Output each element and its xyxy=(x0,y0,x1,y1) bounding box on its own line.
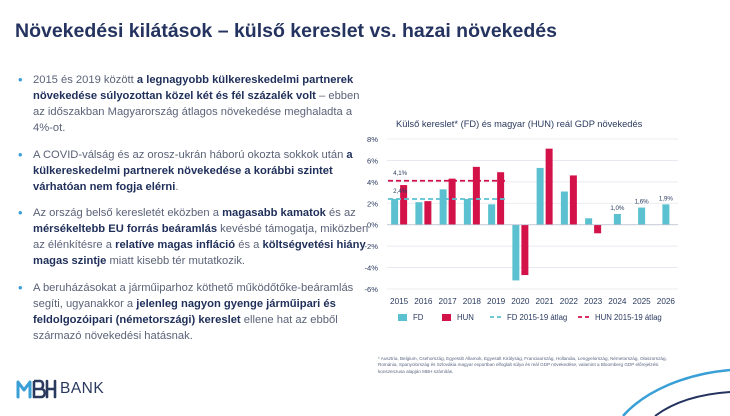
y-tick-label: 4% xyxy=(367,177,378,187)
y-tick-label: 0% xyxy=(367,220,378,230)
bullet-emphasis: jelenleg nagyon gyenge járműipari és feldolgozóipari (németországi) kereslet xyxy=(33,297,336,326)
average-label-hun: 4,1% xyxy=(393,169,408,177)
legend-hun-avg-label: HUN 2015-19 átlag xyxy=(595,313,662,322)
mbh-logo-mark-icon xyxy=(16,377,58,401)
bullet-emphasis: a legnagyobb külkereskedelmi partnerek növekedése súlyozottan közel két és fél százalék volt xyxy=(33,74,354,102)
bullet-text xyxy=(33,149,353,193)
bar-fd xyxy=(614,214,621,225)
logo-bank-text: BANK xyxy=(60,380,105,397)
bullet-segment: miatt kisebb tér mutatkozik. xyxy=(106,255,246,267)
bar-hun xyxy=(473,167,480,225)
x-tick-label: 2023 xyxy=(584,297,603,306)
bullet-text xyxy=(33,207,368,267)
bullet-dot-icon: • xyxy=(18,146,23,162)
bar-fd xyxy=(585,218,592,224)
x-tick-label: 2015 xyxy=(390,297,409,306)
y-tick-label: 8% xyxy=(367,135,378,144)
bullet-emphasis: relatíve magas infláció xyxy=(115,239,236,251)
y-tick-label: -4% xyxy=(364,263,378,273)
bullet-segment: és a xyxy=(235,239,263,251)
x-tick-label: 2025 xyxy=(632,297,651,306)
bullet-segment: ellene hat az ebből származó növekedési hatásnak. xyxy=(33,313,338,342)
bullet-text xyxy=(33,74,359,134)
legend-hun-swatch xyxy=(442,314,451,321)
bullet-item xyxy=(18,205,370,269)
bullet-segment: Az ország belső keresletét eközben a xyxy=(33,207,223,219)
data-label: 1,9% xyxy=(658,195,673,203)
bar-hun xyxy=(424,201,431,225)
x-tick-label: 2021 xyxy=(535,297,554,306)
chart-footnote: * Ausztria, Belgium, Csehország, Egyesült Államok, Egyesült Királyság, Franciaország, Hollandia, Lengyelország, Németország, Olaszország, Románia, Spanyolország és Szlovákia magyar exportban elfoglalt súlya és reál GDP növekedése, valamint a Bloomberg GDP előrejelzési konszenzusa alapján MBH számítás. xyxy=(378,356,667,374)
y-tick-label: -6% xyxy=(364,285,378,294)
bullet-emphasis: mérsékeltebb EU forrás beáramlás xyxy=(33,223,218,235)
bullet-item xyxy=(18,147,370,195)
bullet-emphasis: magasabb kamatok xyxy=(222,207,326,219)
y-tick-label: 2% xyxy=(367,199,378,209)
chart-title: Külső kereslet* (FD) és magyar (HUN) reál GDP növekedés xyxy=(396,119,643,129)
bullet-dot-icon: • xyxy=(18,72,23,87)
bullet-emphasis: költségvetési hiány magas szintje xyxy=(33,239,366,267)
bar-fd xyxy=(415,202,422,225)
x-tick-label: 2020 xyxy=(511,297,530,306)
bar-fd xyxy=(537,168,544,225)
y-tick-label: 6% xyxy=(367,156,378,166)
bullet-item xyxy=(18,72,370,136)
bullet-emphasis: a külkereskedelmi partnerek növekedése a korábbi szintet várhatóan nem fogja elérni xyxy=(33,148,353,193)
bar-fd xyxy=(662,204,669,224)
decorative-arc-icon xyxy=(615,346,730,416)
bullet-segment: kevésbé támogatja, miközben az élénkítésre a xyxy=(33,223,369,251)
bullet-text xyxy=(33,282,353,342)
bullet-item xyxy=(18,280,370,344)
legend-hun-label: HUN xyxy=(457,313,474,322)
bullet-segment: . xyxy=(175,180,179,193)
page-title: Növekedési kilátások – külső kereslet vs. hazai növekedés xyxy=(15,20,557,42)
bar-fd xyxy=(488,204,495,224)
bullet-dot-icon: • xyxy=(18,205,23,220)
average-label-fd: 2,4% xyxy=(393,188,408,195)
bullet-segment: A COVID-válság és az orosz-ukrán háború okozta sokkok után xyxy=(33,148,347,161)
bar-hun xyxy=(570,175,577,224)
x-tick-label: 2024 xyxy=(608,297,627,306)
bar-hun xyxy=(546,149,553,225)
x-tick-label: 2017 xyxy=(438,297,457,306)
data-label: 1,6% xyxy=(634,198,649,206)
bar-fd xyxy=(512,225,519,281)
bar-fd xyxy=(638,208,645,225)
bar-hun xyxy=(521,225,528,275)
gdp-growth-chart xyxy=(360,130,700,330)
x-tick-label: 2022 xyxy=(559,297,578,306)
bar-fd xyxy=(440,189,447,224)
x-tick-label: 2026 xyxy=(656,297,675,306)
x-tick-label: 2019 xyxy=(487,297,506,306)
bullet-segment: A beruházásokat a járműiparhoz köthető működőtőke-beáramlás segíti, ugyanakkor a xyxy=(33,281,354,310)
bullet-segment: 2015 és 2019 között xyxy=(33,74,137,86)
bar-fd xyxy=(561,192,568,225)
legend-fd-avg-label: FD 2015-19 átlag xyxy=(507,313,568,322)
bullet-list xyxy=(18,72,370,354)
bullet-dot-icon: • xyxy=(18,279,23,295)
x-tick-label: 2016 xyxy=(414,297,433,306)
bullet-segment: – ebben az időszakban Magyarország átlagos növekedése meghaladta a 4%-ot. xyxy=(33,90,360,134)
y-tick-label: -2% xyxy=(364,242,378,252)
x-tick-label: 2018 xyxy=(462,297,481,306)
bar-hun xyxy=(594,225,601,234)
bar-fd xyxy=(391,199,398,225)
bar-fd xyxy=(464,199,471,225)
bar-hun xyxy=(449,179,456,225)
data-label: 1,0% xyxy=(610,205,625,212)
legend-fd-swatch xyxy=(398,314,407,321)
bullet-segment: és az xyxy=(325,207,356,219)
legend-fd-label: FD xyxy=(413,313,424,322)
